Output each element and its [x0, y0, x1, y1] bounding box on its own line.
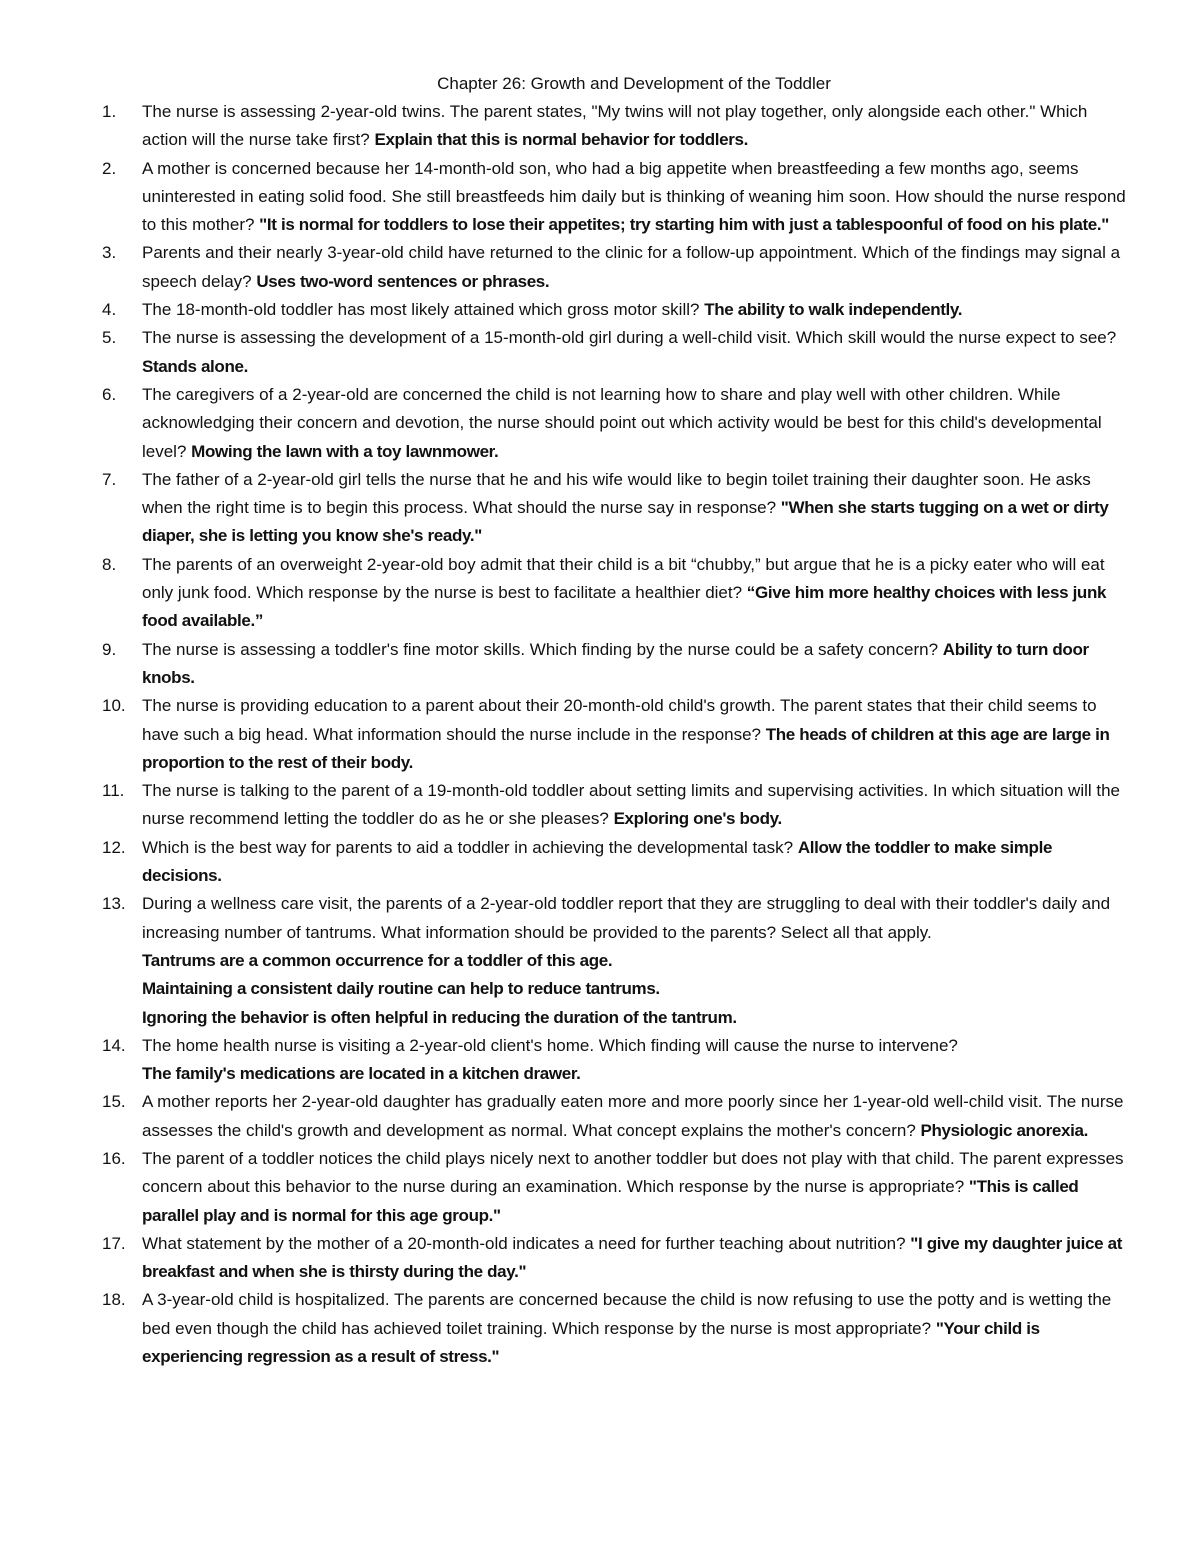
question-prompt: Which is the best way for parents to aid a toddler in achieving the developmental task? [142, 837, 798, 857]
question-answer: Ability to turn door knobs. [142, 639, 1089, 687]
question-number: 1. [102, 102, 117, 121]
question-item [102, 1145, 1132, 1230]
question-item [102, 1088, 1132, 1145]
question-answer: Physiologic anorexia. [920, 1120, 1088, 1140]
question-prompt: A mother reports her 2-year-old daughter has gradually eaten more and more poorly since her 1-year-old well-child visit. The nurse assesses the child's growth and development as normal. What concept explains the mother's concern? [142, 1092, 1124, 1140]
question-number: 11. [102, 781, 125, 801]
question-prompt: During a wellness care visit, the parents of a 2-year-old toddler report that they are struggling to deal with their toddler's daily and increasing number of tantrums. What information should be provided to the parents? Select all that apply. [142, 894, 1111, 942]
question-prompt: A 3-year-old child is hospitalized. The parents are concerned because the child is now refusing to use the potty and is wetting the bed even though the child has achieved toilet training. Which response by the nurse is most appropriate? [142, 1290, 1112, 1338]
question-answer: Mowing the lawn with a toy lawnmower. [191, 441, 499, 461]
question-answer-option: The family's medications are located in a kitchen drawer. [142, 1064, 581, 1084]
question-list [102, 98, 1132, 1371]
page-title: Chapter 26: Growth and Development of the Toddler [437, 74, 831, 93]
question-item [102, 98, 1132, 155]
question-number: 13. [102, 894, 126, 914]
question-answer: Exploring one's body. [613, 809, 782, 829]
question-number: 15. [102, 1092, 126, 1112]
question-item [102, 890, 1132, 1031]
question-item [102, 636, 1132, 693]
question-prompt: The parent of a toddler notices the child plays nicely next to another toddler but does not play with that child. The parent expresses concern about this behavior to the nurse during an examination. Which response by the nurse is appropriate? [142, 1148, 1124, 1197]
question-item [102, 296, 1132, 324]
question-prompt: What statement by the mother of a 20-month-old indicates a need for further teaching about nutrition? [142, 1233, 911, 1253]
question-answer-option: Ignoring the behavior is often helpful in reducing the duration of the tantrum. [142, 1007, 737, 1027]
question-answer: "This is called parallel play and is normal for this age group." [142, 1177, 1079, 1225]
question-item [102, 155, 1132, 240]
question-number: 2. [102, 158, 117, 178]
question-item [102, 834, 1132, 891]
question-item [102, 381, 1132, 466]
question-answer: Explain that this is normal behavior for toddlers. [374, 130, 749, 150]
question-item [102, 777, 1132, 834]
question-answer: Allow the toddler to make simple decisions. [142, 837, 1053, 886]
question-answer: "Your child is experiencing regression as a result of stress." [142, 1318, 1040, 1367]
question-answer-option: Maintaining a consistent daily routine can help to reduce tantrums. [142, 979, 660, 999]
question-prompt: The nurse is talking to the parent of a 19-month-old toddler about setting limits and supervising activities. In which situation will the nurse recommend letting the toddler do as he or she pleases? [142, 781, 1121, 829]
question-prompt: The nurse is providing education to a parent about their 20-month-old child's growth. The parent states that their child seems to have such a big head. What information should the nurse include in the response? [142, 696, 1097, 744]
question-item [102, 692, 1132, 777]
question-prompt: The father of a 2-year-old girl tells the nurse that he and his wife would like to begin toilet training their daughter soon. He asks when the right time is to begin this process. What should the nurse say in response? [142, 469, 1091, 518]
question-number: 7. [102, 469, 117, 489]
question-number: 12. [102, 837, 126, 857]
question-answer: “Give him more healthy choices with less junk food available.” [142, 583, 1107, 631]
question-prompt: The nurse is assessing 2-year-old twins. The parent states, "My twins will not play together, only alongside each other." Which action will the nurse take first? [142, 102, 1088, 150]
question-answer: "I give my daughter juice at breakfast and when she is thirsty during the day." [142, 1233, 1123, 1282]
question-answer: "It is normal for toddlers to lose their appetites; try starting him with just a tablespoonful of food on his plate." [259, 215, 1109, 235]
question-number: 17. [102, 1233, 126, 1253]
question-prompt: The nurse is assessing a toddler's fine motor skills. Which finding by the nurse could be a safety concern? [142, 639, 943, 659]
question-number: 16. [102, 1148, 126, 1168]
question-answer: "When she starts tugging on a wet or dirty diaper, she is letting you know she's ready." [142, 498, 1109, 546]
question-number: 14. [102, 1035, 126, 1055]
question-number: 5. [102, 328, 117, 348]
question-item [102, 551, 1132, 636]
question-prompt: The parents of an overweight 2-year-old boy admit that their child is a bit “chubby,” but argue that he is a picky eater who will eat only junk food. Which response by the nurse is best to facilitate a healthier diet? [142, 554, 1105, 603]
question-number: 18. [102, 1290, 126, 1310]
question-prompt: A mother is concerned because her 14-month-old son, who had a big appetite when breastfeeding a few months ago, seems uninterested in eating solid food. She still breastfeeds him daily but is thinking of weaning him soon. How should the nurse respond to this mother? [142, 158, 1126, 235]
question-answer: Uses two-word sentences or phrases. [256, 271, 550, 291]
question-answer: Stands alone. [142, 356, 248, 376]
question-number: 6. [102, 384, 117, 404]
question-answer-option: Tantrums are a common occurrence for a toddler of this age. [142, 950, 613, 970]
question-number: 9. [102, 639, 117, 659]
question-number: 8. [102, 554, 117, 574]
question-number: 4. [102, 300, 117, 320]
question-item [102, 239, 1132, 296]
question-number: 10. [102, 696, 126, 716]
question-prompt: The caregivers of a 2-year-old are concerned the child is not learning how to share and play well with other children. While acknowledging their concern and devotion, the nurse should point out which activity would be best for this child's developmental level? [142, 384, 1102, 461]
question-answer: The heads of children at this age are large in proportion to the rest of their body. [142, 724, 1110, 772]
question-item [102, 1230, 1132, 1287]
question-prompt: The 18-month-old toddler has most likely attained which gross motor skill? [142, 300, 705, 320]
question-item [102, 1286, 1132, 1371]
question-item [102, 324, 1132, 381]
question-answer: The ability to walk independently. [704, 300, 963, 320]
question-number: 3. [102, 243, 117, 263]
question-item [102, 466, 1132, 551]
question-prompt: Parents and their nearly 3-year-old child have returned to the clinic for a follow-up appointment. Which of the findings may signal a speech delay? [142, 243, 1121, 291]
question-prompt: The nurse is assessing the development of a 15-month-old girl during a well-child visit. Which skill would the nurse expect to see? [142, 328, 1117, 348]
question-prompt: The home health nurse is visiting a 2-year-old client's home. Which finding will cause the nurse to intervene? [142, 1035, 958, 1055]
question-item [102, 1032, 1132, 1089]
